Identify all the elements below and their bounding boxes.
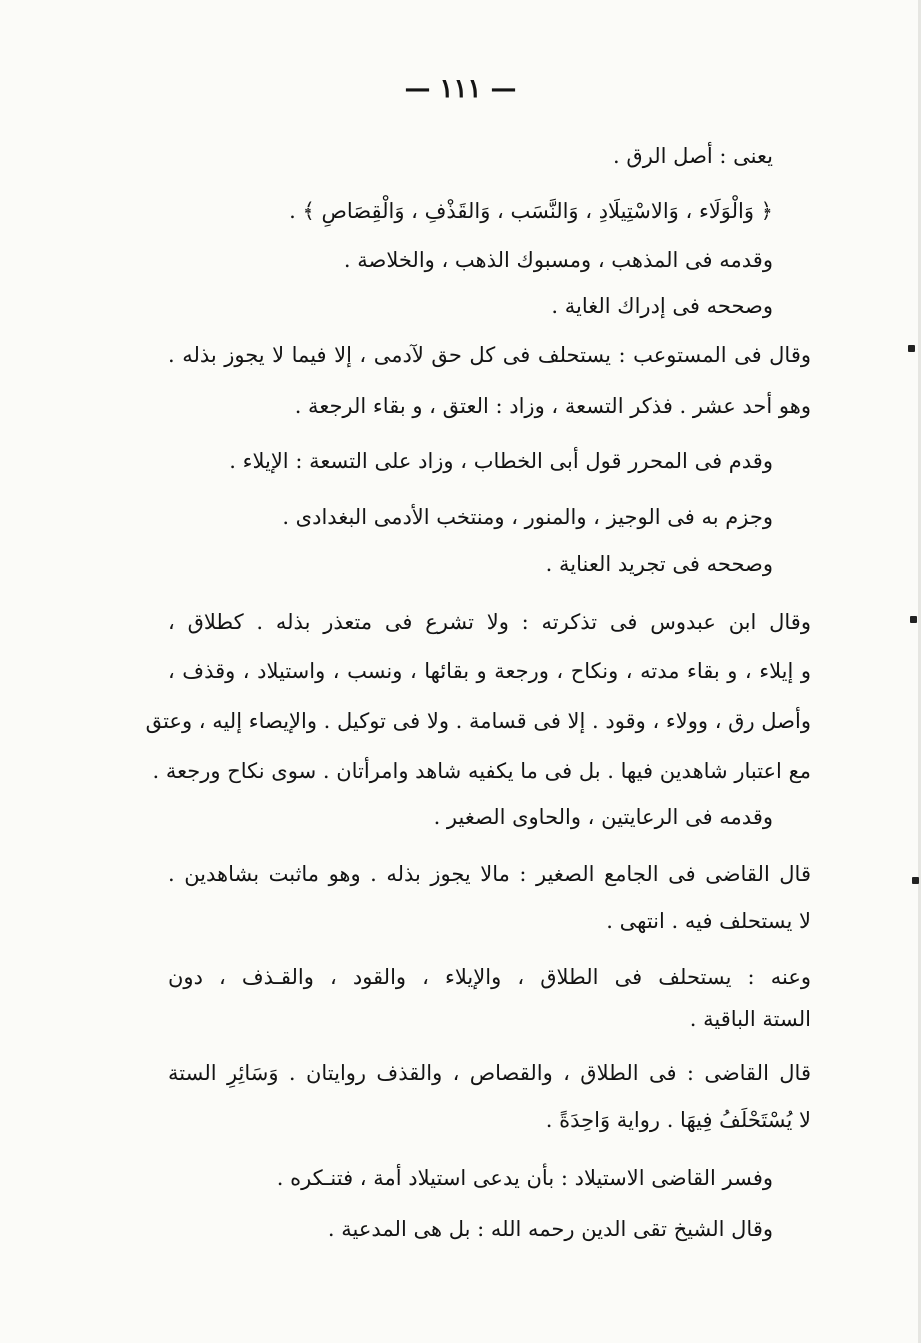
text-line-1: يعنى : أصل الرق . [613, 144, 773, 168]
margin-mark [912, 877, 919, 884]
page-number: — ١١١ — [404, 74, 517, 104]
text-line-14: وقدمه فى الرعايتين ، والحاوى الصغير . [433, 805, 773, 829]
text-line-17: وعنه : يستحلف فى الطلاق ، والإيلاء ، والقود ، والقـذف ، دون [168, 965, 811, 989]
text-line-19: قال القاضى : فى الطلاق ، والقصاص ، والقذف روايتان . وَسَائِرِ الستة [168, 1061, 811, 1085]
text-line-22: وقال الشيخ تقى الدين رحمه الله : بل هى المدعية . [327, 1217, 773, 1241]
text-line-3: وقدمه فى المذهب ، ومسبوك الذهب ، والخلاصة . [343, 248, 773, 272]
text-line-21: وفسر القاضى الاستيلاد : بأن يدعى استيلاد أمة ، فتنـكره . [276, 1166, 773, 1190]
text-line-12: وأصل رق ، وولاء ، وقود . إلا فى قسامة . ولا فى توكيل . والإيصاء إليه ، وعتق [145, 709, 811, 733]
text-line-6: وهو أحد عشر . فذكر التسعة ، وزاد : العتق ، و بقاء الرجعة . [294, 394, 811, 418]
text-line-15: قال القاضى فى الجامع الصغير : مالا يجوز بذله . وهو ماثبت بشاهدين . [168, 862, 811, 886]
margin-mark [908, 345, 915, 352]
text-line-16: لا يستحلف فيه . انتهى . [606, 909, 811, 933]
margin-mark [910, 616, 917, 623]
text-line-9: وصححه فى تجريد العناية . [545, 552, 773, 576]
text-line-11: و إيلاء ، و بقاء مدته ، ونكاح ، ورجعة و بقائها ، ونسب ، واستيلاد ، وقذف ، [168, 659, 811, 683]
text-line-4: وصححه فى إدراك الغاية . [551, 294, 773, 318]
text-line-18: الستة الباقية . [689, 1007, 811, 1031]
text-line-10: وقال ابن عبدوس فى تذكرته : ولا تشرع فى متعذر بذله . كطلاق ، [168, 610, 811, 634]
text-line-7: وقدم فى المحرر قول أبى الخطاب ، وزاد على التسعة : الإيلاء . [229, 449, 773, 473]
text-line-2: ﴿ وَالْوَلَاء ، وَالاسْتِيلَادِ ، وَالنَّسَب ، وَالقَذْفِ ، وَالْقِصَاصِ ﴾ . [289, 199, 773, 223]
text-line-13: مع اعتبار شاهدين فيها . بل فى ما يكفيه شاهد وامرأتان . سوى نكاح ورجعة . [152, 759, 811, 783]
text-line-20: لا يُسْتَحْلَفُ فِيهَا . رواية وَاحِدَةً . [545, 1108, 811, 1132]
text-line-8: وجزم به فى الوجيز ، والمنور ، ومنتخب الأدمى البغدادى . [282, 505, 773, 529]
text-line-5: وقال فى المستوعب : يستحلف فى كل حق لآدمى ، إلا فيما لا يجوز بذله . [168, 343, 811, 367]
